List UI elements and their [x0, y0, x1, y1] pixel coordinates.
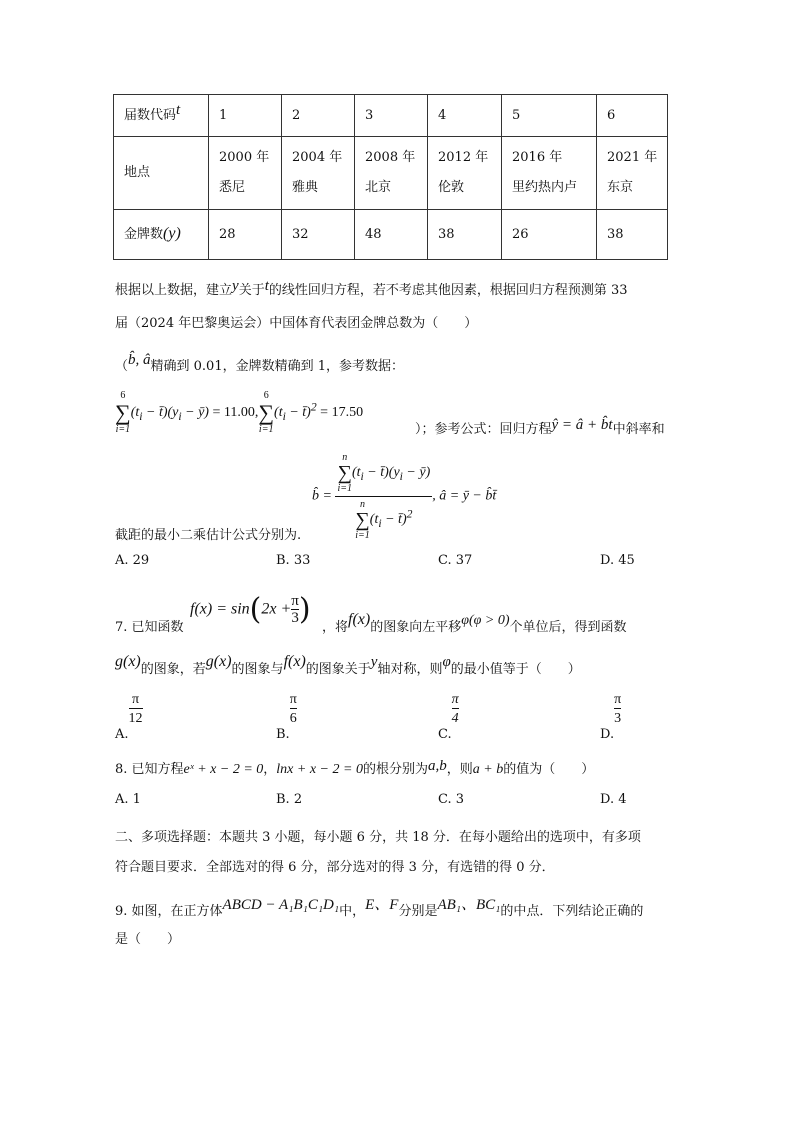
phi-cond: φ(φ > 0) [461, 613, 510, 628]
q7-text2 [115, 651, 581, 677]
q9-line1 [115, 893, 644, 919]
f-x: f(x) [283, 653, 306, 670]
num: π [291, 593, 299, 609]
text: 的图象关于 [305, 662, 371, 677]
year: 2021 年 [607, 150, 658, 165]
var-t: t [264, 278, 269, 294]
equation-1: eˣ + x − 2 = 0 [183, 762, 264, 777]
label: A. [115, 727, 129, 742]
text: ， [263, 762, 277, 777]
table-cell: 38 [597, 210, 668, 260]
text: 轴对称，则 [377, 662, 443, 677]
q6-line3 [115, 352, 404, 375]
text: 的线性回归方程，若不考虑其他因素，根据回归方程预测第 33 [268, 283, 628, 298]
q7-number: 7. 已知函数 [115, 620, 184, 635]
table-cell: 3 [355, 95, 428, 137]
den: 3 [614, 708, 621, 727]
city: 悉尼 [219, 180, 246, 195]
var-y: (y) [163, 225, 181, 242]
num: π [131, 692, 140, 707]
year: 2008 年 [365, 150, 416, 165]
fraction [614, 692, 621, 727]
den: 12 [129, 708, 143, 727]
q6-option-d: D. 45 [600, 553, 635, 568]
city: 里约热内卢 [512, 180, 578, 195]
table-row [114, 137, 668, 210]
q6-line1 [115, 279, 628, 299]
q8-option-c: C. 3 [438, 792, 465, 807]
q6-option-c: C. 37 [438, 553, 473, 568]
q7-function [190, 592, 311, 627]
text: 根据以上数据，建立 [115, 283, 233, 298]
table-cell: 1 [209, 95, 282, 137]
city: 北京 [365, 180, 392, 195]
section-heading-line1: 二、多项选择题：本题共 3 小题，每小题 6 分，共 18 分．在每小题给出的选项中，有多项 [115, 830, 641, 845]
text: 的图象，若 [140, 662, 206, 677]
label: C. [438, 727, 452, 742]
q7-text1 [322, 609, 627, 635]
a-plus-b: a + b [472, 762, 504, 777]
q7-option-d [600, 692, 622, 742]
q6-option-b: B. 33 [276, 553, 311, 568]
q8-line [115, 758, 594, 778]
num: π [289, 692, 297, 707]
paren: ) [298, 592, 311, 627]
text: 的最小值等于（ ） [450, 662, 581, 677]
city: 伦敦 [438, 180, 465, 195]
text: 的值为（ ） [503, 762, 595, 777]
cube-name: ABCD − A₁B₁C₁D₁ [222, 897, 340, 913]
table-row [114, 95, 668, 137]
table-cell [282, 137, 355, 210]
table-header-cell [114, 95, 209, 137]
text: 8. 已知方程 [115, 762, 184, 777]
var-t: t [176, 102, 181, 118]
equation-2: lnx + x − 2 = 0 [276, 762, 363, 777]
g-x: g(x) [115, 653, 141, 670]
var-y: y [232, 278, 239, 294]
den: 3 [291, 610, 299, 626]
table-header-cell: 地点 [114, 137, 209, 210]
table-cell: 5 [502, 95, 597, 137]
sigma: 6 ∑ i=1 [258, 390, 275, 435]
table-header-cell [114, 210, 209, 260]
q6-option-a: A. 29 [115, 553, 150, 568]
table-cell [355, 137, 428, 210]
table-cell: 26 [502, 210, 597, 260]
section-heading-line2: 符合题目要求．全部选对的得 6 分，部分选对的得 3 分，有选错的得 0 分． [115, 860, 555, 875]
label: D. [600, 727, 615, 742]
fraction: n ∑ i=1 ($t_i$ − $t̄)(y_i$ − ȳ) n ∑ i=1 ($t_i$ − t̄)$^2$ [337, 452, 431, 541]
b-hat-formula: b̂ = n ∑ i=1 ($t_i$ − $t̄)(y_i$ − ȳ) n ∑ i=1 ($t_i$ − t̄)$^2$ , â = ȳ − b̂t̄ [312, 452, 497, 541]
fraction [290, 692, 297, 727]
text: 的中点．下列结论正确的 [500, 904, 644, 919]
table-row [114, 210, 668, 260]
text: ，则 [446, 762, 473, 777]
paren: ( [249, 592, 262, 627]
f-def: f(x) = sin [190, 600, 250, 618]
q8-option-d: D. 4 [600, 792, 627, 807]
text: 9. 如图，在正方体 [115, 904, 223, 919]
table-cell: 32 [282, 210, 355, 260]
q7-option-c [438, 692, 459, 742]
text: 关于 [238, 283, 265, 298]
table-cell: 48 [355, 210, 428, 260]
year: 2004 年 [292, 150, 343, 165]
table-cell [428, 137, 502, 210]
year: 2012 年 [438, 150, 489, 165]
table-cell: 4 [428, 95, 502, 137]
q8-option-b: B. 2 [276, 792, 303, 807]
sum-formulas [115, 390, 363, 436]
sum2-value: = 17.50 [320, 405, 364, 421]
table-cell: 2 [282, 95, 355, 137]
table-cell [597, 137, 668, 210]
q6-last-line: 截距的最小二乘估计公式分别为. [115, 528, 302, 543]
regression-eq: ŷ = â + b̂t [551, 417, 613, 433]
pi-over-3 [291, 593, 299, 626]
q6-ref [415, 418, 665, 438]
text: ，将 [322, 620, 349, 635]
num: π [451, 692, 459, 707]
arg: 2x + [261, 600, 292, 618]
f-x: f(x) [348, 611, 371, 628]
table-cell: 6 [597, 95, 668, 137]
segments: AB₁、BC₁ [437, 897, 501, 913]
text: 的根分别为 [362, 762, 428, 777]
row-label: 金牌数 [124, 227, 164, 242]
year: 2000 年 [219, 150, 270, 165]
text: （ [115, 359, 129, 374]
den: 6 [290, 708, 297, 727]
sum1-body: ($t_i$ − $t̄)(y_i$ − ȳ) [130, 405, 209, 424]
city: 雅典 [292, 180, 319, 195]
q6-line2: 届（2024 年巴黎奥运会）中国体育代表团金牌总数为（ ） [115, 316, 478, 331]
q9-line2: 是（ ） [115, 932, 181, 947]
text: 的图象与 [231, 662, 284, 677]
text: 个单位后，得到函数 [509, 620, 627, 635]
fraction [452, 692, 459, 727]
text: 分别是 [398, 904, 438, 919]
sigma: 6 ∑ i=1 [115, 390, 131, 435]
den: 4 [452, 708, 459, 727]
label: B. [276, 727, 290, 742]
text: 中， [339, 904, 366, 919]
year: 2016 年 [512, 150, 563, 165]
text: 精确到 0.01，金牌数精确到 1，参考数据： [150, 359, 404, 374]
city: 东京 [607, 180, 634, 195]
q7-option-a [115, 692, 143, 742]
a-hat-formula: , â = ȳ − b̂t̄ [432, 488, 497, 504]
fraction [129, 692, 143, 727]
points-ef: E、F [365, 897, 399, 913]
q8-option-a: A. 1 [115, 792, 141, 807]
var-ab: a,b [427, 758, 447, 774]
sum2-body: ($t_i$ − t̄)$^2$ [274, 400, 317, 424]
g-x: g(x) [205, 653, 232, 670]
row-label: 届数代码 [124, 108, 177, 123]
sum1-value: = 11.00, [212, 405, 259, 421]
table-cell [209, 137, 282, 210]
num: π [614, 692, 622, 707]
data-table [113, 94, 668, 260]
q7-option-b [276, 692, 297, 742]
text: ）；参考公式：回归方程 [415, 422, 552, 437]
b-hat-a-hat: b̂, â [128, 352, 151, 368]
table-cell [502, 137, 597, 210]
table-cell: 38 [428, 210, 502, 260]
text: 的图象向左平移 [370, 620, 462, 635]
var-phi: φ [442, 654, 451, 670]
table-cell: 28 [209, 210, 282, 260]
text: 中斜率和 [612, 422, 665, 437]
var-y: y [370, 654, 378, 670]
